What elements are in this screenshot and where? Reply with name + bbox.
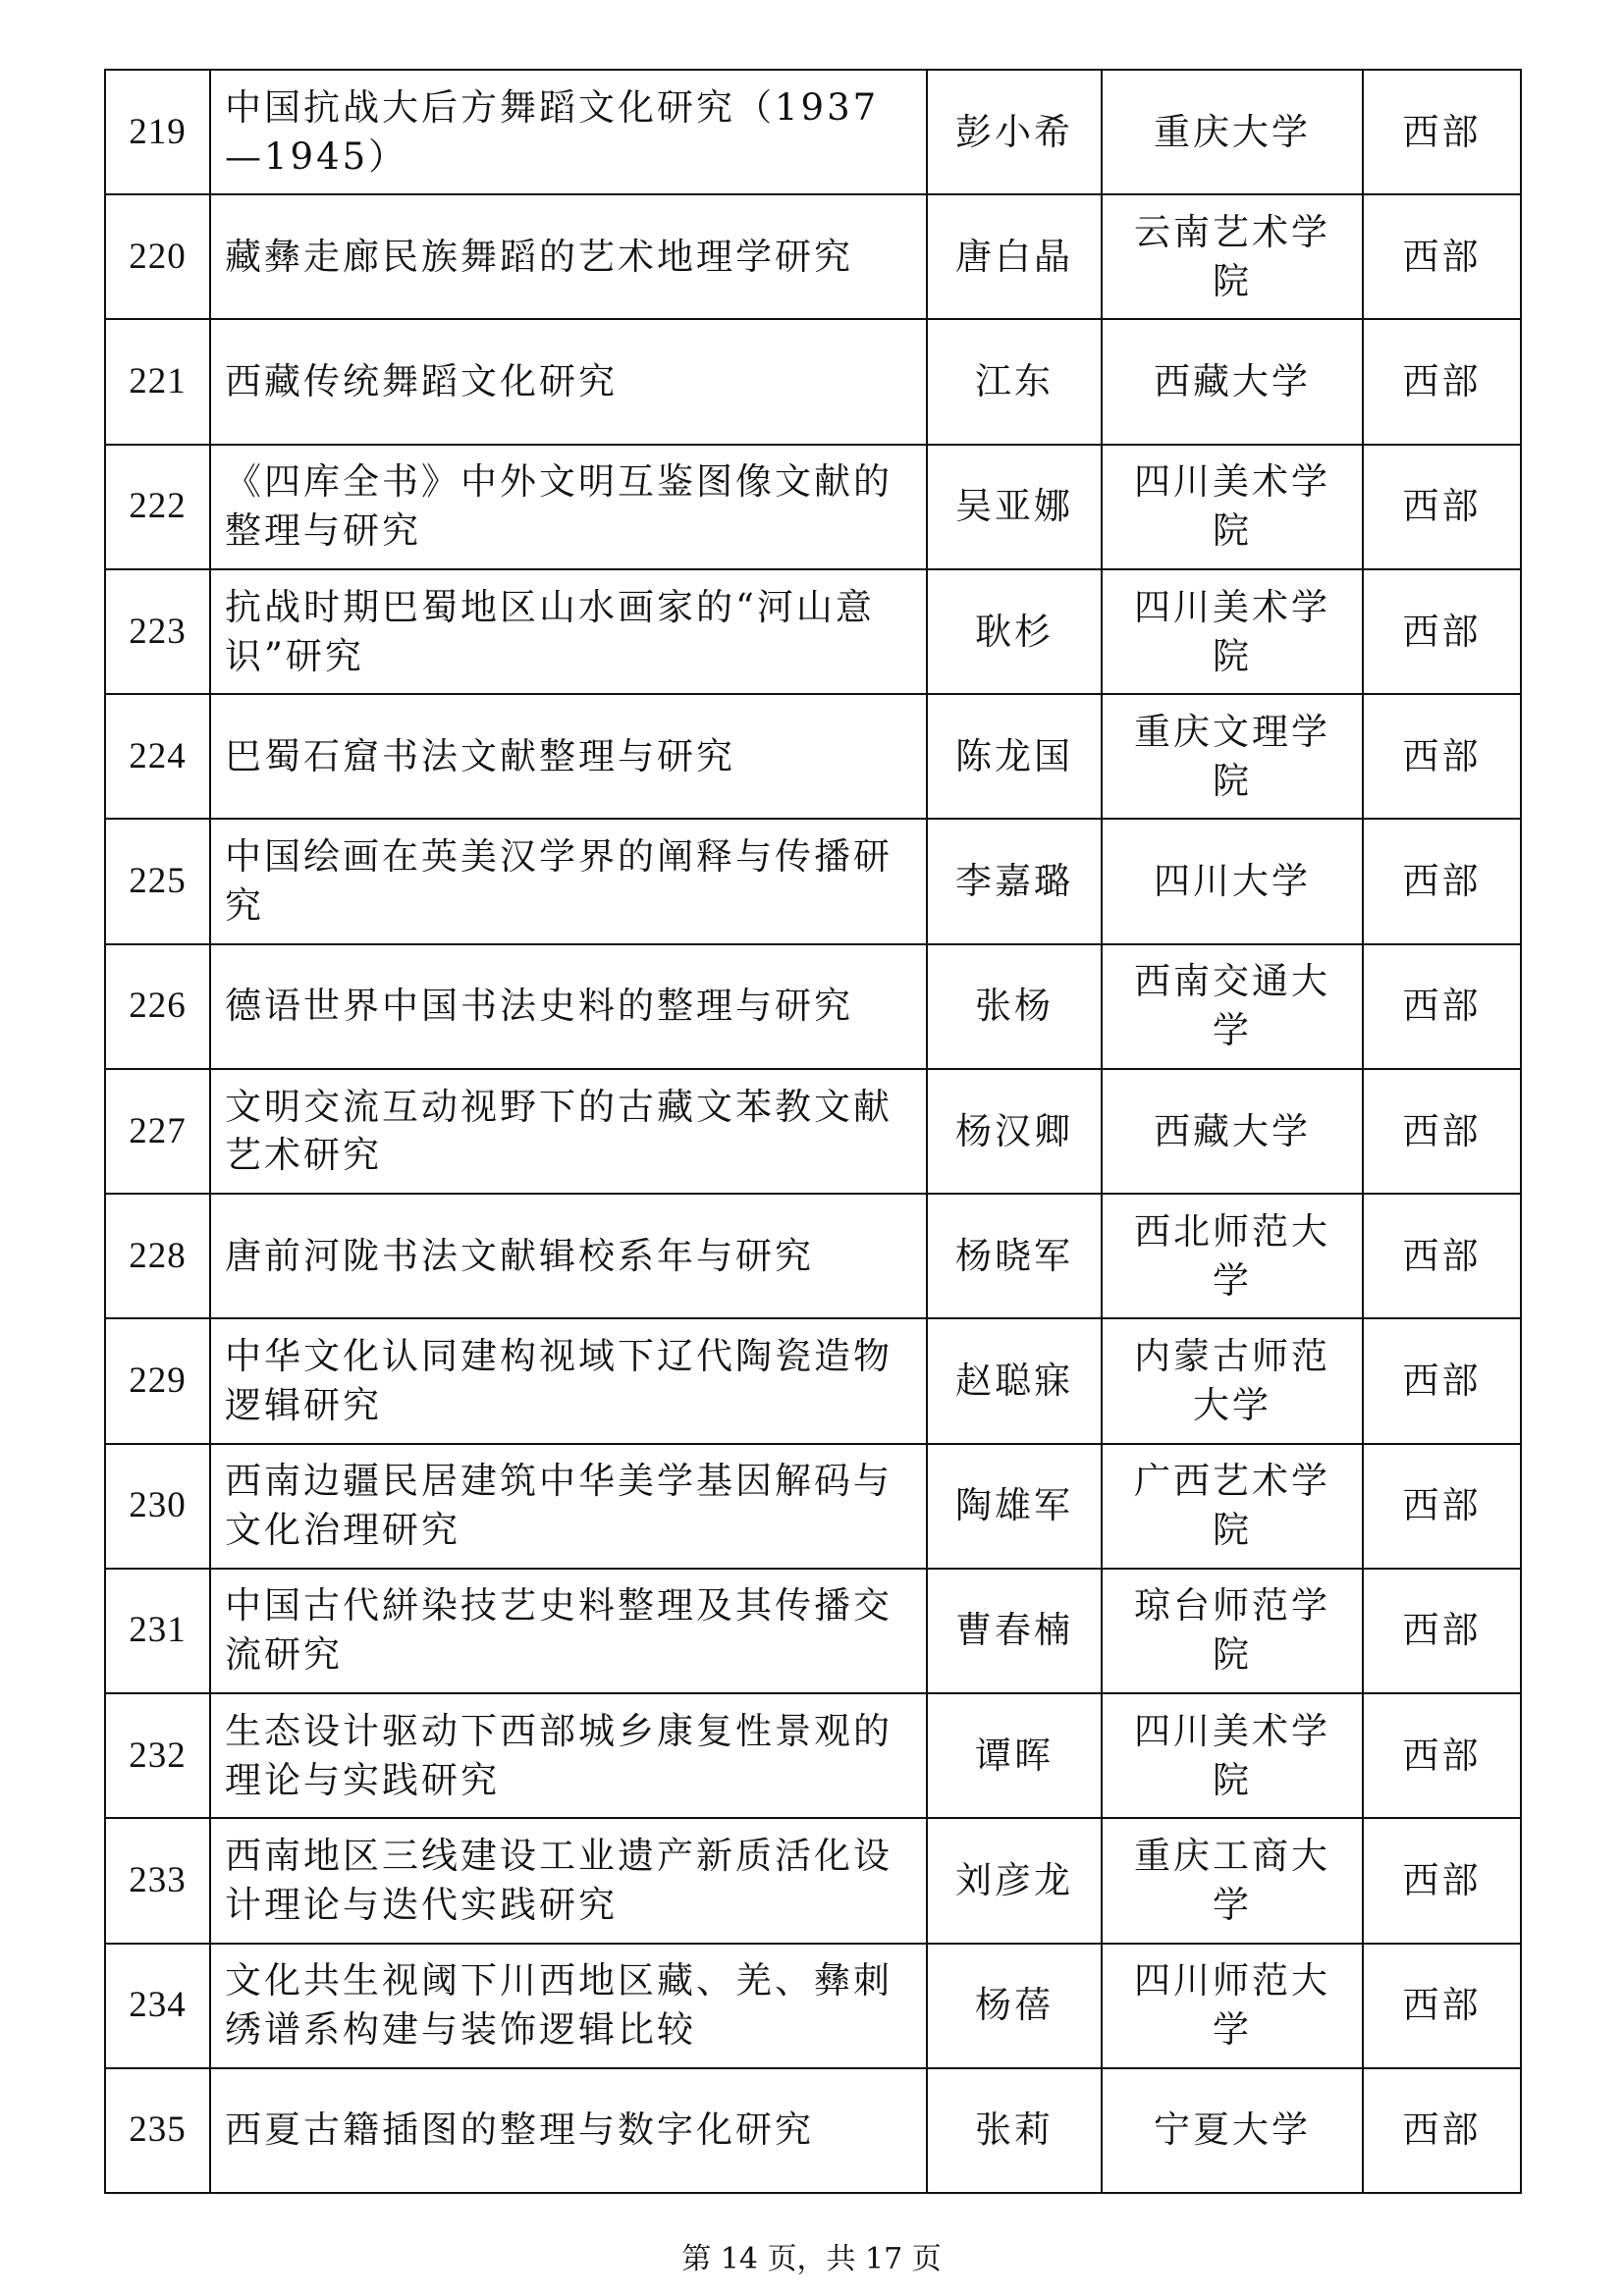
applicant-name: 刘彦龙 — [927, 1818, 1102, 1943]
applicant-name: 唐白晶 — [927, 194, 1102, 319]
project-title: 文化共生视阈下川西地区藏、羌、彝刺绣谱系构建与装饰逻辑比较 — [210, 1944, 927, 2068]
project-title: 中国古代絣染技艺史料整理及其传播交流研究 — [210, 1569, 927, 1693]
institution: 西南交通大学 — [1102, 944, 1363, 1069]
table-row — [105, 944, 1521, 1069]
region: 西部 — [1363, 1318, 1521, 1443]
table-row — [105, 70, 1521, 194]
row-number: 234 — [105, 1944, 210, 2068]
row-number: 219 — [105, 70, 210, 194]
institution: 琼台师范学院 — [1102, 1569, 1363, 1693]
applicant-name: 杨汉卿 — [927, 1069, 1102, 1194]
region: 西部 — [1363, 1069, 1521, 1194]
project-title: 中国绘画在英美汉学界的阐释与传播研究 — [210, 819, 927, 943]
applicant-name: 吴亚娜 — [927, 445, 1102, 569]
institution: 重庆文理学院 — [1102, 694, 1363, 819]
project-title: 抗战时期巴蜀地区山水画家的“河山意识”研究 — [210, 569, 927, 694]
row-number: 225 — [105, 819, 210, 943]
table-row — [105, 445, 1521, 569]
project-title: 唐前河陇书法文献辑校系年与研究 — [210, 1194, 927, 1318]
region: 西部 — [1363, 569, 1521, 694]
project-title: 西藏传统舞蹈文化研究 — [210, 319, 927, 444]
project-title: 德语世界中国书法史料的整理与研究 — [210, 944, 927, 1069]
project-title: 西南地区三线建设工业遗产新质活化设计理论与迭代实践研究 — [210, 1818, 927, 1943]
region: 西部 — [1363, 819, 1521, 943]
table-row — [105, 1944, 1521, 2068]
institution: 宁夏大学 — [1102, 2068, 1363, 2193]
institution: 四川美术学院 — [1102, 445, 1363, 569]
applicant-name: 李嘉璐 — [927, 819, 1102, 943]
row-number: 232 — [105, 1693, 210, 1818]
row-number: 222 — [105, 445, 210, 569]
table-row — [105, 1818, 1521, 1943]
institution: 四川美术学院 — [1102, 1693, 1363, 1818]
table-row — [105, 1194, 1521, 1318]
project-title: 西南边疆民居建筑中华美学基因解码与文化治理研究 — [210, 1444, 927, 1569]
table-row — [105, 1069, 1521, 1194]
project-title: 《四库全书》中外文明互鉴图像文献的整理与研究 — [210, 445, 927, 569]
applicant-name: 张杨 — [927, 944, 1102, 1069]
row-number: 231 — [105, 1569, 210, 1693]
institution: 西北师范大学 — [1102, 1194, 1363, 1318]
region: 西部 — [1363, 194, 1521, 319]
table-row — [105, 1318, 1521, 1443]
region: 西部 — [1363, 70, 1521, 194]
project-title: 西夏古籍插图的整理与数字化研究 — [210, 2068, 927, 2193]
institution: 内蒙古师范大学 — [1102, 1318, 1363, 1443]
institution: 四川大学 — [1102, 819, 1363, 943]
region: 西部 — [1363, 1693, 1521, 1818]
applicant-name: 耿杉 — [927, 569, 1102, 694]
institution: 重庆工商大学 — [1102, 1818, 1363, 1943]
row-number: 227 — [105, 1069, 210, 1194]
row-number: 221 — [105, 319, 210, 444]
region: 西部 — [1363, 2068, 1521, 2193]
region: 西部 — [1363, 1444, 1521, 1569]
applicant-name: 陶雄军 — [927, 1444, 1102, 1569]
applicant-name: 陈龙国 — [927, 694, 1102, 819]
row-number: 233 — [105, 1818, 210, 1943]
region: 西部 — [1363, 1194, 1521, 1318]
applicant-name: 彭小希 — [927, 70, 1102, 194]
applicant-name: 江东 — [927, 319, 1102, 444]
table-row — [105, 1444, 1521, 1569]
institution: 重庆大学 — [1102, 70, 1363, 194]
table-row — [105, 819, 1521, 943]
region: 西部 — [1363, 1944, 1521, 2068]
row-number: 230 — [105, 1444, 210, 1569]
row-number: 228 — [105, 1194, 210, 1318]
row-number: 235 — [105, 2068, 210, 2193]
page-footer: 第 14 页，共 17 页 — [681, 2242, 942, 2276]
row-number: 226 — [105, 944, 210, 1069]
table-row — [105, 194, 1521, 319]
applicant-name: 杨蓓 — [927, 1944, 1102, 2068]
institution: 广西艺术学院 — [1102, 1444, 1363, 1569]
region: 西部 — [1363, 694, 1521, 819]
project-list-table — [104, 69, 1522, 2194]
project-title: 巴蜀石窟书法文献整理与研究 — [210, 694, 927, 819]
applicant-name: 张莉 — [927, 2068, 1102, 2193]
applicant-name: 杨晓军 — [927, 1194, 1102, 1318]
table-row — [105, 694, 1521, 819]
institution: 四川师范大学 — [1102, 1944, 1363, 2068]
institution: 西藏大学 — [1102, 1069, 1363, 1194]
table-row — [105, 2068, 1521, 2193]
project-title: 中华文化认同建构视域下辽代陶瓷造物逻辑研究 — [210, 1318, 927, 1443]
row-number: 229 — [105, 1318, 210, 1443]
table-row — [105, 1569, 1521, 1693]
institution: 四川美术学院 — [1102, 569, 1363, 694]
row-number: 223 — [105, 569, 210, 694]
project-title: 生态设计驱动下西部城乡康复性景观的理论与实践研究 — [210, 1693, 927, 1818]
applicant-name: 赵聪寐 — [927, 1318, 1102, 1443]
region: 西部 — [1363, 1818, 1521, 1943]
table-row — [105, 569, 1521, 694]
institution: 西藏大学 — [1102, 319, 1363, 444]
project-title: 中国抗战大后方舞蹈文化研究（1937—1945） — [210, 70, 927, 194]
region: 西部 — [1363, 319, 1521, 444]
region: 西部 — [1363, 944, 1521, 1069]
project-title: 文明交流互动视野下的古藏文苯教文献艺术研究 — [210, 1069, 927, 1194]
region: 西部 — [1363, 1569, 1521, 1693]
table-row — [105, 1693, 1521, 1818]
table-body — [105, 70, 1521, 2193]
institution: 云南艺术学院 — [1102, 194, 1363, 319]
table-row — [105, 319, 1521, 444]
applicant-name: 曹春楠 — [927, 1569, 1102, 1693]
row-number: 224 — [105, 694, 210, 819]
row-number: 220 — [105, 194, 210, 319]
project-title: 藏彝走廊民族舞蹈的艺术地理学研究 — [210, 194, 927, 319]
applicant-name: 谭晖 — [927, 1693, 1102, 1818]
region: 西部 — [1363, 445, 1521, 569]
